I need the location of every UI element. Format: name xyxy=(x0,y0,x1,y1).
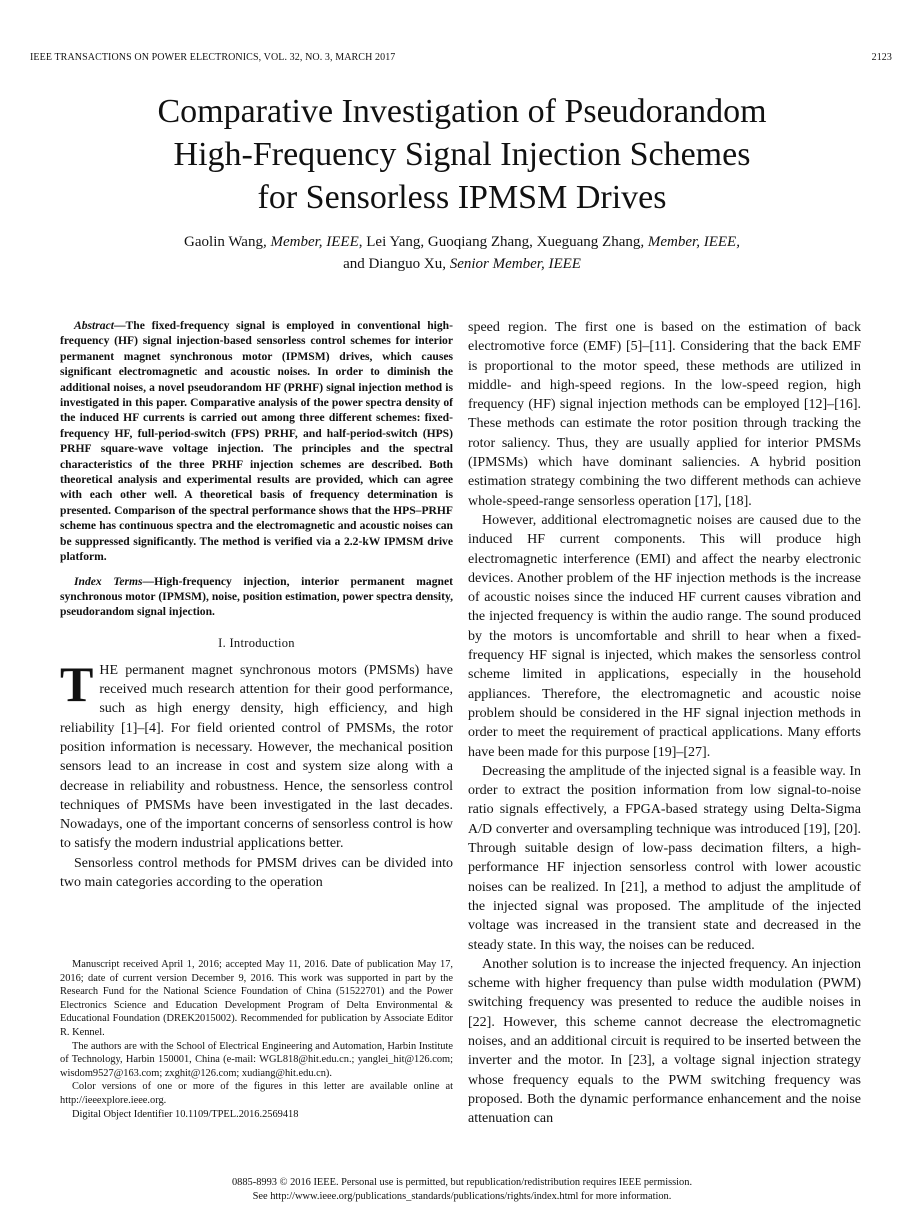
paper-title xyxy=(40,90,884,219)
right-paragraph-3: Decreasing the amplitude of the injected signal is a feasible way. In order to extract the position information from low signal-to-noise ratio signals effectively, a FPGA-based strategy using Delta-Sigma A/D converter and oversampling technique was introduced [19], [20]. Through suitable design of low-pass decimation filters, a high-performance HF injection sensorless control with lower acoustic noises can be realized. In [21], a method to adjust the amplitude of the injected signal was proposed. The amplitude of the injected voltage was increased in the transient state and decreased in the steady state. In this way, the noises can be reduced. xyxy=(468,763,861,953)
journal-info: IEEE TRANSACTIONS ON POWER ELECTRONICS, VOL. 32, NO. 3, MARCH 2017 xyxy=(30,52,396,63)
copyright-footer xyxy=(40,1176,884,1204)
page-number: 2123 xyxy=(871,52,892,63)
right-column xyxy=(468,318,861,1128)
drop-cap: T xyxy=(60,655,94,712)
author-role: , Member, IEEE xyxy=(262,234,359,250)
footnotes xyxy=(60,958,453,1121)
index-terms xyxy=(60,574,453,620)
author-line-1 xyxy=(50,231,874,253)
left-column xyxy=(60,318,453,892)
section-heading: I. Introduction xyxy=(218,635,295,650)
title-line: for Sensorless IPMSM Drives xyxy=(257,179,667,216)
author-role: , Member, IEEE, xyxy=(640,234,740,250)
author-name: and Dianguo Xu xyxy=(343,256,443,272)
title-line: Comparative Investigation of Pseudorandom xyxy=(157,93,767,130)
title-line: High-Frequency Signal Injection Schemes xyxy=(173,136,751,173)
index-terms-text: —High-frequency injection, interior permanent magnet synchronous motor (IPMSM), noise, position estimation, power spectra density, pseudorandom signal injection. xyxy=(60,574,453,619)
author-list xyxy=(50,231,874,275)
intro-paragraph-2: Sensorless control methods for PMSM drives can be divided into two main categories according to the operation xyxy=(60,855,453,890)
footnote-color: Color versions of one or more of the figures in this letter are available online at http://ieeexplore.ieee.org. xyxy=(60,1081,453,1106)
author-role: , Senior Member, IEEE xyxy=(442,256,581,272)
author-line-2 xyxy=(50,253,874,275)
rights-link[interactable]: See http://www.ieee.org/publications_standards/publications/rights/index.html for more information. xyxy=(252,1191,672,1202)
abstract-text: —The fixed-frequency signal is employed in conventional high-frequency (HF) signal injection-based sensorless control schemes for interior permanent magnet synchronous motor (IPMSM) drives, which causes significant electromagnetic and acoustic noises. In order to diminish the additional noises, a novel pseudorandom HF (PRHF) signal injection method is investigated in this paper. Comparative analysis of the power spectra density of the induced HF currents is carried out among three different schemes: fixed-frequency HF, full-period-switch (FPS) PRHF, and half-period-switch (HPS) PRHF square-wave voltage injection. The principles and the spectral characteristics of the three PRHF injection schemes are described. Both theoretical analysis and experimental results are provided, which can agree with each other well. A theoretical basis of frequency determination is presented. Comparison of the spectral performance shows that the HPS–PRHF scheme has continuous spectra and the electromagnetic and acoustic noises can be suppressed significantly. The method is verified via a 2.2-kW IPMSM drive platform. xyxy=(60,319,453,564)
author-name: Gaolin Wang xyxy=(184,234,263,250)
running-header xyxy=(30,52,892,63)
abstract xyxy=(60,318,453,565)
intro-paragraph-1-text: HE permanent magnet synchronous motors (PMSMs) have received much research attention for their good performance, such as high energy density, high efficiency, and high reliability [1]–[4]. For field oriented control of PMSMs, the rotor position information is necessary. However, the mechanical position sensors lead to an increase in cost and system size along with a decrease in reliability and robustness. Hence, the sensorless control techniques of PMSMs have been investigated in the last decades. Nowadays, one of the important concerns of sensorless control is how to satisfy the modern industrial applications better. xyxy=(60,662,453,852)
copyright-line: 0885-8993 © 2016 IEEE. Personal use is permitted, but republication/redistribution requires IEEE permission. xyxy=(231,1177,693,1188)
author-names: , Lei Yang, Guoqiang Zhang, Xueguang Zhang xyxy=(358,234,641,250)
index-terms-label: Index Terms xyxy=(74,574,143,588)
right-paragraph-1: speed region. The first one is based on the estimation of back electromotive force (EMF) [5]–[11]. Considering that the back EMF is proportional to the motor speed, these methods are utilized in middle- and high-speed regions. In the low-speed region, high frequency (HF) signal injection methods can be employed [12]–[16]. These methods can estimate the rotor position through tracking the rotor saliency. Thus, they are usually applied for interior PMSMs (IPMSMs) which have dominant saliencies. A hybrid position estimation strategy combining the two different methods can achieve whole-speed-range sensorless operation [17], [18]. xyxy=(468,320,861,509)
right-paragraph-4: Another solution is to increase the injected frequency. An injection scheme with higher frequency than pulse width modulation (PWM) switching frequency was presented to reduce the audible noises in [22]. However, this scheme cannot decrease the electromagnetic noises, and an additional circuit is required to be inserted between the inverter and the motor. In [23], a voltage signal injection strategy whose frequency equals to the PWM switching frequency was proposed. Both the dynamic performance enhancement and the noise attenuation can xyxy=(468,956,861,1127)
right-paragraph-2: However, additional electromagnetic noises are caused due to the induced HF current components. This will produce high electromagnetic interference (EMI) and affect the nearby electronic devices. Another problem of the HF injection methods is the increase of acoustic noises since the induced HF current causes vibration and the injected frequency is within the audio range. The sound produced by the motors is uncomfortable and shrill to hear when a fixed-frequency HF signal is injected, which makes the sensorless control scheme limited in applications, especially in the household appliances. Therefore, the electromagnetic and acoustic noise problem should be considered in the HF signal injection methods in order to meet the requirement of practical applications. Many efforts have been made for this purpose [19]–[27]. xyxy=(468,512,861,760)
footnote-doi: Digital Object Identifier 10.1109/TPEL.2016.2569418 xyxy=(72,1108,299,1120)
footnote-manuscript: Manuscript received April 1, 2016; accepted May 11, 2016. Date of publication May 17, 2016; date of current version December 9, 2016. This work was supported in part by the Research Fund for the National Science Foundation of China (51522701) and the Power Electronics Science and Education Development Program of Delta Environmental & Educational Foundation (DREK2015002). Recommended for publication by Associate Editor R. Kennel. xyxy=(60,959,453,1038)
abstract-label: Abstract xyxy=(74,319,114,332)
footnote-affiliation: The authors are with the School of Electrical Engineering and Automation, Harbin Institute of Technology, Harbin 150001, China (e-mail: WGL818@hit.edu.cn.; yanglei_hit@126.com; wisdom9527@163.com; zxghit@126.com; xudiang@hit.edu.cn). xyxy=(60,1040,453,1079)
intro-paragraph-1 xyxy=(60,655,453,854)
